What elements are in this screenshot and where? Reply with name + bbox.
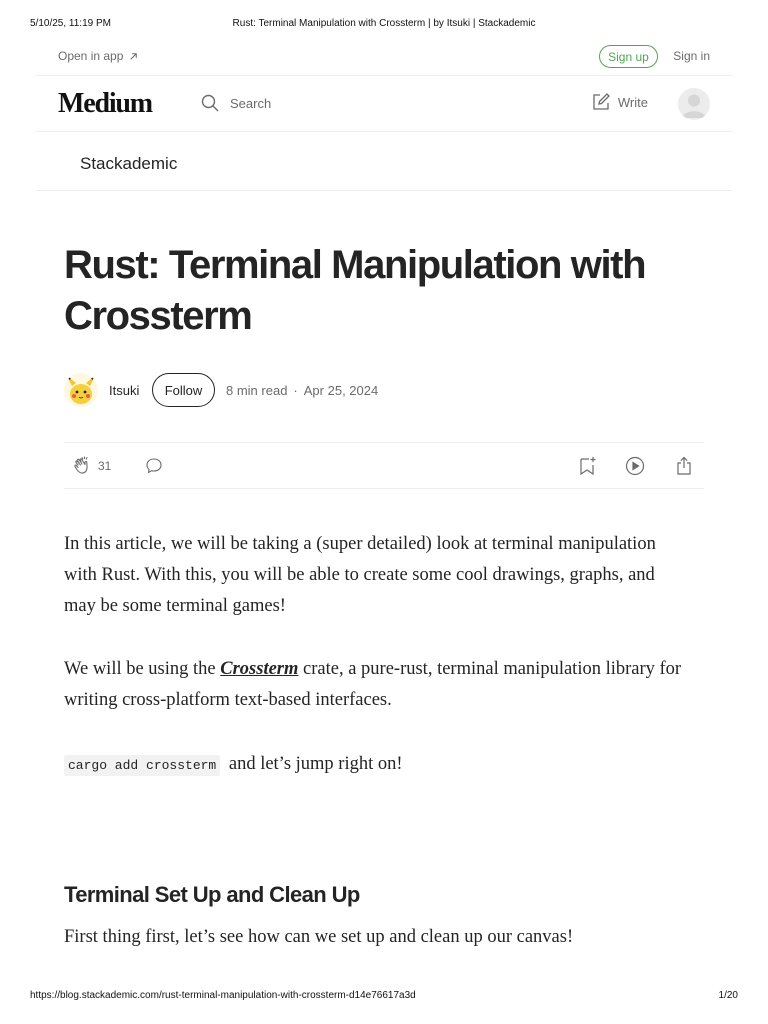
paragraph-text: We will be using the [64, 659, 221, 679]
article-paragraph-install [64, 749, 684, 781]
publication-name[interactable]: Stackademic [80, 154, 178, 173]
author-name[interactable]: Itsuki [109, 383, 140, 398]
article-paragraph-crossterm [64, 654, 684, 716]
play-circle-icon [624, 455, 646, 477]
clap-icon [72, 455, 94, 477]
print-footer [30, 990, 738, 1004]
main-nav-bar [36, 76, 732, 132]
clap-button[interactable] [72, 455, 111, 477]
open-in-app-link[interactable] [58, 49, 139, 63]
print-url: https://blog.stackademic.com/rust-terminal-manipulation-with-crossterm-d14e76617a3d [30, 990, 416, 1001]
follow-button[interactable]: Follow [152, 373, 215, 407]
search-icon [200, 93, 220, 113]
search-label: Search [230, 95, 272, 111]
meta-separator: · [293, 383, 298, 398]
article-action-bar [64, 442, 704, 489]
medium-logo[interactable]: Medium [58, 88, 152, 119]
clap-count: 31 [98, 459, 112, 473]
user-avatar-button[interactable] [678, 88, 710, 120]
sign-in-link[interactable]: Sign in [673, 49, 710, 63]
inline-code: cargo add crossterm [64, 755, 220, 776]
print-timestamp: 5/10/25, 11:19 PM [30, 18, 111, 29]
share-button[interactable] [673, 455, 695, 482]
comment-button[interactable] [143, 455, 165, 482]
crossterm-link[interactable]: Crossterm [220, 659, 299, 679]
author-avatar[interactable] [64, 373, 98, 407]
bookmark-add-icon [576, 455, 598, 477]
section-heading: Terminal Set Up and Clean Up [64, 882, 360, 907]
pikachu-avatar-icon [64, 373, 98, 407]
pencil-square-icon [591, 92, 611, 112]
publication-bar [36, 132, 732, 191]
sign-up-button[interactable]: Sign up [599, 45, 658, 68]
comment-bubble-icon [143, 455, 165, 477]
print-page-number: 1/20 [718, 990, 738, 1001]
publish-date: Apr 25, 2024 [303, 383, 379, 398]
print-document-title: Rust: Terminal Manipulation with Crossterm | by Itsuki | Stackademic [232, 18, 536, 29]
listen-button[interactable] [624, 455, 646, 482]
article-byline [64, 373, 704, 407]
paragraph-text: and let’s jump right on! [228, 754, 403, 774]
article-paragraph: First thing first, let’s see how can we set up and clean up our canvas! [64, 927, 574, 947]
open-in-app-label: Open in app [58, 49, 124, 63]
write-label: Write [617, 94, 648, 110]
article-title: Rust: Terminal Manipulation with Crossterm [64, 243, 646, 338]
bookmark-button[interactable] [576, 455, 598, 482]
read-time: 8 min read [226, 383, 288, 398]
paragraph-text: crate, a pure-rust, terminal manipulation library for writing cross-platform text-based interfaces. [64, 659, 682, 710]
top-app-bar [36, 44, 732, 76]
search-box[interactable] [200, 93, 271, 113]
arrow-up-right-icon [128, 51, 139, 62]
user-avatar-icon [678, 88, 710, 120]
article-meta [226, 383, 378, 398]
print-header [30, 18, 738, 32]
write-button[interactable] [591, 92, 648, 112]
article-paragraph: In this article, we will be taking a (super detailed) look at terminal manipulation with Rust. With this, you will be able to create some cool drawings, graphs, and may be some terminal games! [64, 534, 656, 616]
share-icon [673, 455, 695, 477]
